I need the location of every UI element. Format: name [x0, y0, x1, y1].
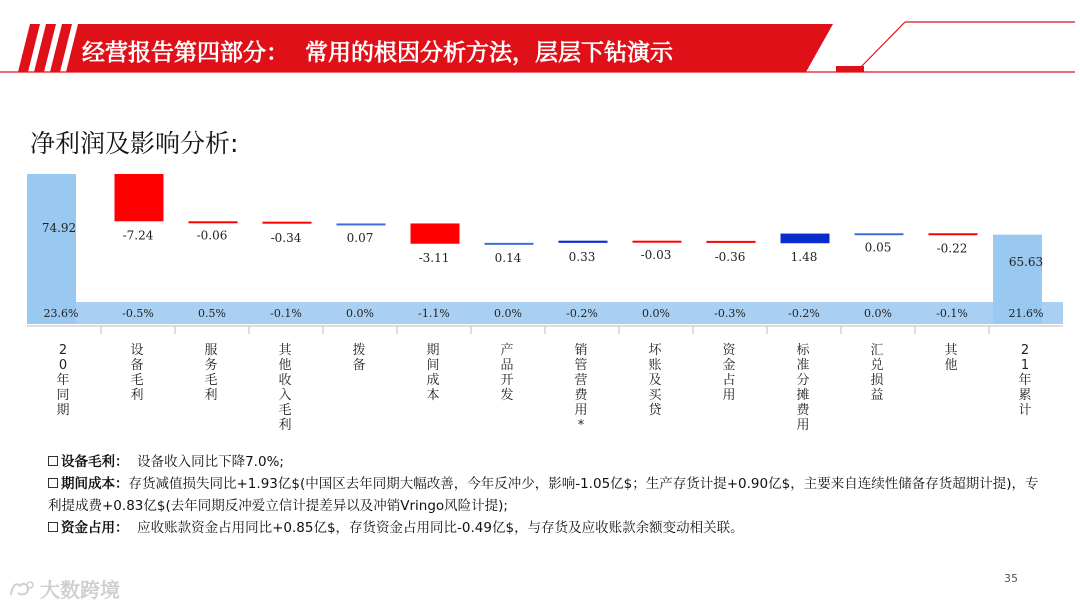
- category-label: 其他: [944, 343, 958, 373]
- bar-标准分摊费用: [781, 234, 830, 244]
- note-text: 应收账款资金占用同比+0.85亿$，存货资金占用同比-0.49亿$，与存货及应收账款余额变动相关联。: [137, 520, 744, 536]
- percent-row: [27, 302, 1063, 324]
- category-label: 服务毛利: [204, 343, 218, 403]
- category-label: 期间成本: [426, 343, 440, 403]
- category-label: 2 0 年同期: [56, 343, 70, 418]
- category-label: 销管营费用*: [574, 343, 588, 433]
- value-label: -7.24: [122, 228, 154, 243]
- notes-section: [48, 451, 1048, 539]
- checkbox-bullet-icon: [48, 456, 58, 466]
- bar-设备毛利: [115, 174, 164, 221]
- bar-20年同期: [27, 174, 76, 324]
- value-label: 1.48: [790, 250, 818, 265]
- value-label: -0.34: [270, 230, 302, 245]
- value-label: -0.03: [640, 247, 672, 262]
- value-label: 0.07: [346, 230, 374, 245]
- percent-label: 0.5%: [198, 307, 226, 320]
- category-label: 其他收入毛利: [278, 343, 292, 433]
- value-label: 74.92: [41, 221, 77, 235]
- note-equipment: [48, 451, 1048, 473]
- value-label: -0.36: [714, 250, 746, 265]
- percent-label: 21.6%: [1008, 307, 1044, 320]
- bar-坏账及买贷: [633, 241, 682, 243]
- bar-产品开发: [485, 243, 534, 245]
- category-label: 坏账及买贷: [648, 343, 662, 418]
- percent-label: -0.2%: [788, 307, 820, 320]
- waterfall-chart: [0, 160, 1080, 450]
- percent-label: -0.1%: [270, 307, 302, 320]
- note-label: 设备毛利：: [61, 454, 129, 470]
- watermark-text: 大数跨境: [40, 578, 120, 602]
- value-label: -3.11: [418, 250, 450, 265]
- note-label: 资金占用：: [61, 520, 129, 536]
- value-label: 65.63: [1008, 255, 1044, 269]
- page-title: 经营报告第四部分： 常用的根因分析方法，层层下钻演示: [82, 40, 674, 66]
- category-label: 2 1 年累计: [1018, 343, 1032, 418]
- value-label: 0.33: [568, 249, 596, 264]
- bar-其他: [929, 233, 978, 235]
- bar-期间成本: [411, 223, 460, 243]
- value-label: 0.14: [494, 250, 522, 265]
- percent-label: -1.1%: [418, 307, 450, 320]
- watermark-logo-icon: [8, 579, 36, 599]
- note-text: 设备收入同比下降7.0%;: [137, 454, 284, 470]
- note-capital: [48, 517, 1048, 539]
- category-label: 拨备: [352, 343, 366, 373]
- bar-服务毛利: [189, 221, 238, 223]
- percent-label: -0.1%: [936, 307, 968, 320]
- checkbox-bullet-icon: [48, 522, 58, 532]
- category-label: 标准分摊费用: [796, 343, 810, 433]
- percent-label: 0.0%: [494, 307, 522, 320]
- category-label: 产品开发: [500, 343, 514, 403]
- bar-其他收入毛利: [263, 222, 312, 224]
- category-label: 汇兑损益: [870, 343, 884, 403]
- note-text: 存货减值损失同比+1.93亿$(中国区去年同期大幅改善，今年反冲少，影响-1.05亿$；生产存货计提+0.90亿$，主要来自连续性储备存货超期计提)，专利提成费+0.83亿$(去年同期反冲爱立信计提差异以及冲销Vringo风险计提);: [48, 476, 1039, 514]
- percent-label: -0.3%: [714, 307, 746, 320]
- value-label: -0.06: [196, 228, 228, 243]
- value-label: 0.05: [864, 240, 892, 255]
- note-label: 期间成本：: [61, 476, 129, 492]
- bar-拨备: [337, 223, 386, 225]
- bar-汇兑损益: [855, 233, 904, 235]
- percent-label: 0.0%: [346, 307, 374, 320]
- section-subtitle: 净利润及影响分析:: [30, 129, 239, 158]
- value-label: -0.22: [936, 241, 968, 256]
- percent-label: 23.6%: [43, 307, 79, 320]
- page-number: 35: [1004, 572, 1018, 585]
- category-label: 资金占用: [722, 343, 736, 403]
- percent-label: 0.0%: [642, 307, 670, 320]
- bar-资金占用: [707, 241, 756, 243]
- checkbox-bullet-icon: [48, 478, 58, 488]
- bar-销管营费用*: [559, 241, 608, 243]
- percent-label: -0.2%: [566, 307, 598, 320]
- percent-label: -0.5%: [122, 307, 154, 320]
- note-period-cost: [48, 473, 1048, 517]
- percent-label: 0.0%: [864, 307, 892, 320]
- watermark: [8, 574, 120, 603]
- category-label: 设备毛利: [130, 343, 144, 403]
